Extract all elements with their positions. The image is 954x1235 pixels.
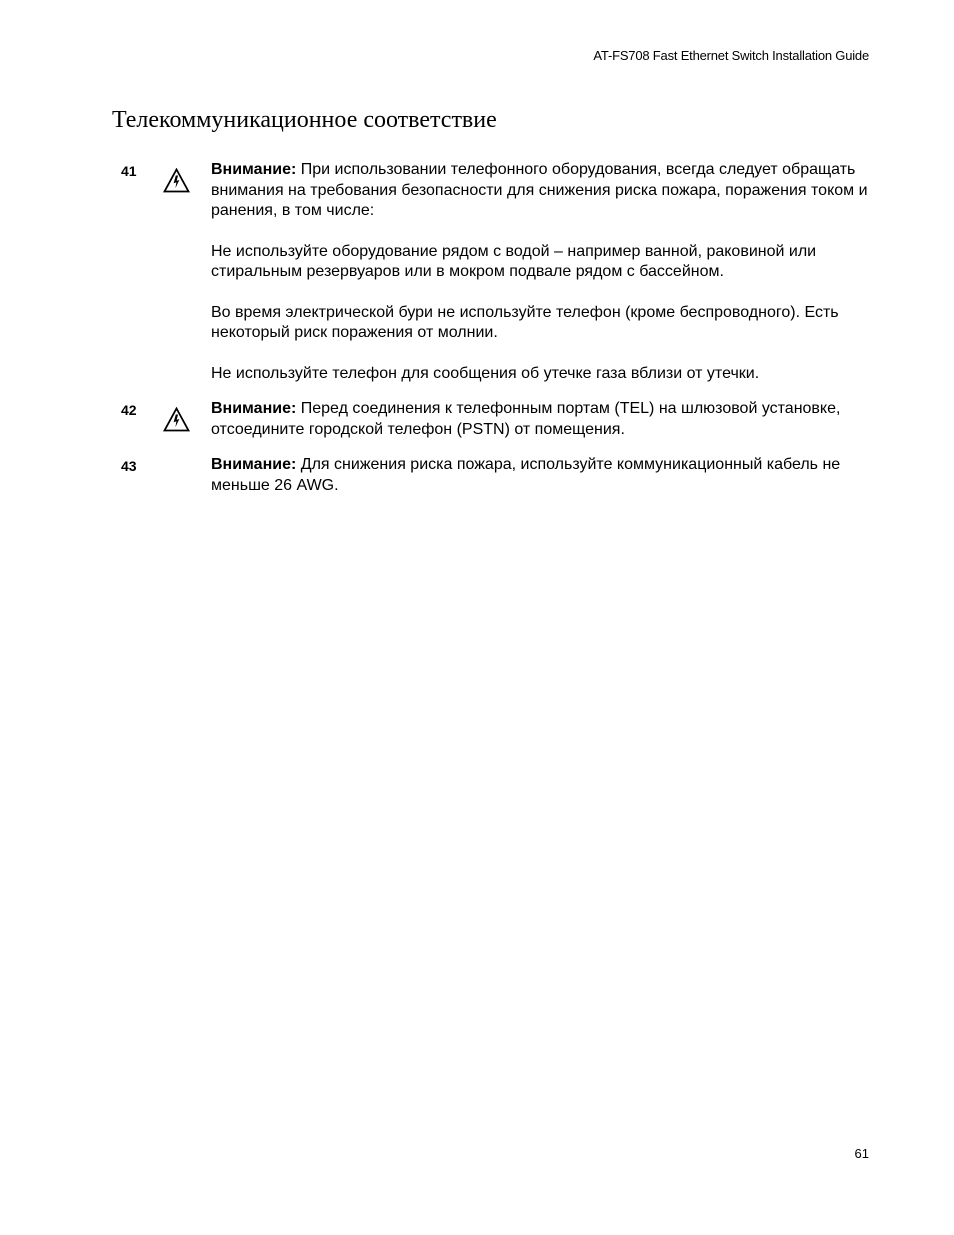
running-header: AT-FS708 Fast Ethernet Switch Installation Guide	[593, 48, 869, 63]
warning-label: Внимание:	[211, 400, 297, 417]
warning-body	[211, 399, 871, 440]
warning-intro	[211, 160, 871, 222]
warning-42	[0, 399, 954, 440]
warnings-list	[0, 160, 954, 511]
warning-41	[0, 160, 954, 384]
section-title: Телекоммуникационное соответствие	[112, 107, 497, 133]
warning-number: 43	[121, 458, 137, 474]
warning-paragraph: Не используйте оборудование рядом с водой – например ванной, раковиной или стиральным резервуаров или в мокром подвале рядом с бассейном.	[211, 242, 817, 280]
electrical-hazard-icon	[163, 407, 190, 432]
page-number: 61	[854, 1146, 869, 1161]
warning-paragraph: Не используйте телефон для сообщения об утечке газа вблизи от утечки.	[211, 364, 760, 382]
warning-43	[0, 455, 954, 496]
warning-text: Перед соединения к телефонным портам (TEL) на шлюзовой установке, отсоедините городской телефон (PSTN) от помещения.	[211, 400, 841, 438]
warning-body	[211, 160, 871, 384]
warning-text: Для снижения риска пожара, используйте коммуникационный кабель не меньше 26 AWG.	[211, 456, 841, 494]
warning-intro	[211, 399, 871, 440]
warning-number: 41	[121, 163, 137, 179]
warning-intro	[211, 455, 871, 496]
warning-label: Внимание:	[211, 456, 297, 473]
warning-number: 42	[121, 402, 137, 418]
warning-paragraph: Во время электрической бури не используйте телефон (кроме беспроводного). Есть некоторый риск поражения от молнии.	[211, 303, 839, 341]
warning-text: При использовании телефонного оборудования, всегда следует обращать внимания на требования безопасности для снижения риска пожара, поражения током и ранения, в том числе:	[211, 161, 868, 219]
electrical-hazard-icon	[163, 168, 190, 193]
warning-label: Внимание:	[211, 161, 297, 178]
warning-body	[211, 455, 871, 496]
